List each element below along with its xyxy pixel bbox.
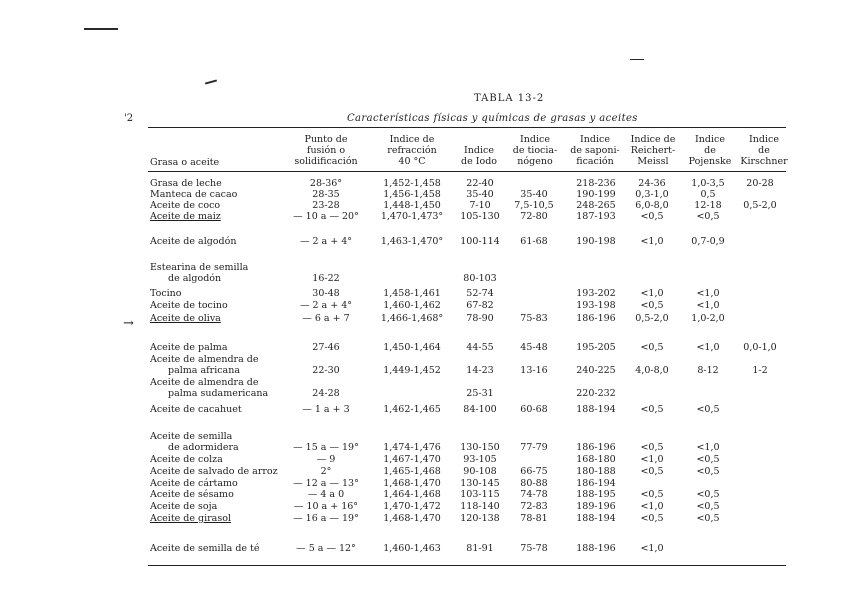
table-cell: 187-193 <box>576 211 616 222</box>
table-cell: 1,462-1,465 <box>383 404 441 415</box>
table-cell: 93-105 <box>463 454 497 465</box>
table-cell: <1,0 <box>640 454 664 465</box>
table-cell: 84-100 <box>463 404 497 415</box>
table-cell: — 9 <box>316 454 336 465</box>
table-cell: <1,0 <box>640 236 664 247</box>
table-title: TABLA 13-2 <box>474 93 545 104</box>
table-cell: 78-90 <box>466 313 494 324</box>
table-cell: 190-198 <box>576 236 616 247</box>
table-cell: 188-194 <box>576 404 616 415</box>
table-cell: 4,0-8,0 <box>635 365 669 376</box>
table-cell: 1,460-1,463 <box>383 543 441 554</box>
table-cell: 66-75 <box>520 466 548 477</box>
row-name: Aceite de maiz <box>150 211 221 222</box>
column-header-polenske: Indice de Pojenske <box>688 134 732 167</box>
table-cell: 35-40 <box>520 189 548 200</box>
table-cell: <0,5 <box>696 466 720 477</box>
table-cell: 1,449-1,452 <box>383 365 441 376</box>
row-name: Aceite de algodón <box>150 236 237 247</box>
table-cell: <1,0 <box>696 342 720 353</box>
table-cell: — 15 a — 19° <box>293 442 359 453</box>
table-cell: 25-31 <box>466 388 494 399</box>
table-cell: 52-74 <box>466 288 494 299</box>
table-cell: 6,0-8,0 <box>635 200 669 211</box>
row-name: Aceite de oliva <box>150 313 221 324</box>
column-header-iodine: Indice de Iodo <box>461 145 497 167</box>
row-name: Manteca de cacao <box>150 189 238 200</box>
table-cell: 188-196 <box>576 543 616 554</box>
table-cell: 12-18 <box>694 200 722 211</box>
table-cell: 120-138 <box>460 513 500 524</box>
table-cell: 90-108 <box>463 466 497 477</box>
table-cell: 44-55 <box>466 342 494 353</box>
row-name: Aceite de girasol <box>150 513 231 524</box>
table-cell: <0,5 <box>640 442 664 453</box>
table-cell: 1,448-1,450 <box>383 200 441 211</box>
row-name: palma sudamericana <box>168 388 269 399</box>
table-cell: 75-83 <box>520 313 548 324</box>
row-name: Aceite de semilla <box>150 431 233 442</box>
table-cell: — 2 a + 4° <box>299 300 353 311</box>
row-name: Aceite de almendra de <box>150 354 259 365</box>
table-cell: 190-199 <box>576 189 616 200</box>
table-cell: 27-46 <box>312 342 340 353</box>
table-cell: 1,463-1,470° <box>380 236 444 247</box>
table-cell: 30-48 <box>312 288 340 299</box>
table-cell: 7-10 <box>469 200 491 211</box>
table-cell: 1,464-1,468 <box>383 489 441 500</box>
table-cell: <0,5 <box>640 404 664 415</box>
table-cell: 1,465-1,468 <box>383 466 441 477</box>
table-cell: 0,3-1,0 <box>635 189 669 200</box>
table-cell: <0,5 <box>696 489 720 500</box>
table-cell: 1,458-1,461 <box>383 288 441 299</box>
table-cell: 78-81 <box>520 513 548 524</box>
row-name: Aceite de cacahuet <box>150 404 242 415</box>
table-cell: 218-236 <box>576 178 616 189</box>
table-cell: <0,5 <box>640 466 664 477</box>
table-cell: <0,5 <box>640 513 664 524</box>
column-header-melting-point: Punto de fusión o solidificación <box>294 134 358 167</box>
table-cell: 188-194 <box>576 513 616 524</box>
row-name: Aceite de cártamo <box>150 478 238 489</box>
table-cell: 1,460-1,462 <box>383 300 441 311</box>
table-cell: 7,5-10,5 <box>514 200 554 211</box>
table-cell: 1,470-1,472 <box>383 501 441 512</box>
table-cell: 186-194 <box>576 478 616 489</box>
table-cell: — 2 a + 4° <box>299 236 353 247</box>
table-cell: <0,5 <box>696 501 720 512</box>
column-header-refraction: Indice de refracción 40 °C <box>387 134 437 167</box>
scan-mark-stray <box>205 79 217 84</box>
table-cell: 1,456-1,458 <box>383 189 441 200</box>
row-name: palma africana <box>168 365 241 376</box>
table-caption: Características físicas y químicas de grasas y aceites <box>347 113 638 124</box>
table-header-rule <box>148 171 786 172</box>
table-cell: 1-2 <box>752 365 768 376</box>
table-cell: — 5 a — 12° <box>296 543 356 554</box>
column-header-saponification: Indice de saponi- ficación <box>570 134 620 167</box>
scan-mark-stray-2 <box>630 59 644 60</box>
table-cell: 23-28 <box>312 200 340 211</box>
table-cell: <0,5 <box>640 489 664 500</box>
table-cell: 28-35 <box>312 189 340 200</box>
column-header-kirschner: Indice de Kirschner <box>740 134 788 167</box>
table-cell: 77-79 <box>520 442 548 453</box>
table-cell: 81-91 <box>466 543 494 554</box>
arrow-right-icon: → <box>123 316 134 331</box>
row-name: Estearina de semilla <box>150 262 249 273</box>
table-cell: 72-83 <box>520 501 548 512</box>
table-cell: 103-115 <box>460 489 500 500</box>
row-name: Grasa de leche <box>150 178 222 189</box>
table-cell: 118-140 <box>460 501 500 512</box>
table-cell: 22-40 <box>466 178 494 189</box>
table-cell: 67-82 <box>466 300 494 311</box>
row-name: Aceite de almendra de <box>150 377 259 388</box>
table-cell: 0,5-2,0 <box>743 200 777 211</box>
table-cell: 20-28 <box>746 178 774 189</box>
table-cell: 193-198 <box>576 300 616 311</box>
column-header-fat: Grasa o aceite <box>150 157 220 168</box>
table-cell: 1,452-1,458 <box>383 178 441 189</box>
table-cell: 180-188 <box>576 466 616 477</box>
table-cell: <1,0 <box>640 288 664 299</box>
table-cell: 45-48 <box>520 342 548 353</box>
table-cell: <0,5 <box>640 300 664 311</box>
row-name: de adormidera <box>168 442 239 453</box>
row-name: Aceite de soja <box>150 501 218 512</box>
table-cell: 2° <box>320 466 332 477</box>
table-cell: 100-114 <box>460 236 500 247</box>
row-name: Aceite de coco <box>150 200 221 211</box>
table-cell: 186-196 <box>576 313 616 324</box>
table-cell: <1,0 <box>696 300 720 311</box>
table-cell: 168-180 <box>576 454 616 465</box>
column-header-reichert-meissl: Indice de Reichert- Meissl <box>630 134 676 167</box>
table-cell: 1,474-1,476 <box>383 442 441 453</box>
table-cell: 1,468-1,470 <box>383 478 441 489</box>
table-cell: 74-78 <box>520 489 548 500</box>
table-cell: 1,467-1,470 <box>383 454 441 465</box>
table-cell: — 10 a + 16° <box>293 501 359 512</box>
table-cell: 1,466-1,468° <box>380 313 444 324</box>
table-cell: — 6 a + 7 <box>302 313 350 324</box>
table-cell: 13-16 <box>520 365 548 376</box>
table-cell: <1,0 <box>640 501 664 512</box>
table-cell: 1,0-3,5 <box>691 178 725 189</box>
table-cell: 72-80 <box>520 211 548 222</box>
table-cell: 248-265 <box>576 200 616 211</box>
table-cell: <1,0 <box>696 288 720 299</box>
table-cell: 189-196 <box>576 501 616 512</box>
table-top-rule <box>148 127 786 128</box>
table-cell: 61-68 <box>520 236 548 247</box>
row-name: Tocino <box>150 288 182 299</box>
table-cell: 14-23 <box>466 365 494 376</box>
table-cell: — 12 a — 13° <box>293 478 359 489</box>
row-name: Aceite de salvado de arroz <box>150 466 278 477</box>
table-cell: 16-22 <box>312 273 340 284</box>
table-cell: 130-150 <box>460 442 500 453</box>
row-name: de algodón <box>168 273 222 284</box>
table-cell: 105-130 <box>460 211 500 222</box>
table-cell: <0,5 <box>640 211 664 222</box>
table-cell: <0,5 <box>696 211 720 222</box>
table-cell: <1,0 <box>696 442 720 453</box>
table-cell: 28-36° <box>309 178 343 189</box>
table-cell: 193-202 <box>576 288 616 299</box>
table-cell: — 10 a — 20° <box>293 211 359 222</box>
table-cell: 60-68 <box>520 404 548 415</box>
table-cell: — 1 a + 3 <box>302 404 350 415</box>
table-cell: 24-28 <box>312 388 340 399</box>
table-cell: <0,5 <box>696 513 720 524</box>
table-cell: 80-103 <box>463 273 497 284</box>
row-name: Aceite de colza <box>150 454 223 465</box>
page-side-mark: '2 <box>124 113 134 124</box>
table-cell: 24-36 <box>638 178 666 189</box>
table-cell: 195-205 <box>576 342 616 353</box>
table-cell: 186-196 <box>576 442 616 453</box>
column-header-thiocyanogen: Indice de tiocia- nógeno <box>512 134 558 167</box>
table-cell: 0,5-2,0 <box>635 313 669 324</box>
table-cell: 1,450-1,464 <box>383 342 441 353</box>
row-name: Aceite de tocino <box>150 300 228 311</box>
table-cell: 22-30 <box>312 365 340 376</box>
table-cell: 240-225 <box>576 365 616 376</box>
table-cell: 0,5 <box>700 189 716 200</box>
table-cell: — 16 a — 19° <box>293 513 359 524</box>
table-cell: 0,0-1,0 <box>743 342 777 353</box>
row-name: Aceite de semilla de té <box>150 543 260 554</box>
table-cell: 188-195 <box>576 489 616 500</box>
table-cell: <0,5 <box>696 454 720 465</box>
table-cell: 35-40 <box>466 189 494 200</box>
table-cell: 1,470-1,473° <box>380 211 444 222</box>
table-cell: 1,0-2,0 <box>691 313 725 324</box>
row-name: Aceite de sésamo <box>150 489 234 500</box>
table-bottom-rule <box>148 565 786 566</box>
table-cell: <0,5 <box>696 404 720 415</box>
table-cell: 220-232 <box>576 388 616 399</box>
table-cell: <0,5 <box>640 342 664 353</box>
table-cell: 0,7-0,9 <box>691 236 725 247</box>
row-name: Aceite de palma <box>150 342 228 353</box>
scan-mark-top-left <box>84 28 118 30</box>
table-cell: <1,0 <box>640 543 664 554</box>
table-cell: 75-78 <box>520 543 548 554</box>
table-cell: — 4 a 0 <box>307 489 345 500</box>
table-cell: 130-145 <box>460 478 500 489</box>
table-cell: 8-12 <box>697 365 719 376</box>
table-cell: 1,468-1,470 <box>383 513 441 524</box>
table-cell: 80-88 <box>520 478 548 489</box>
